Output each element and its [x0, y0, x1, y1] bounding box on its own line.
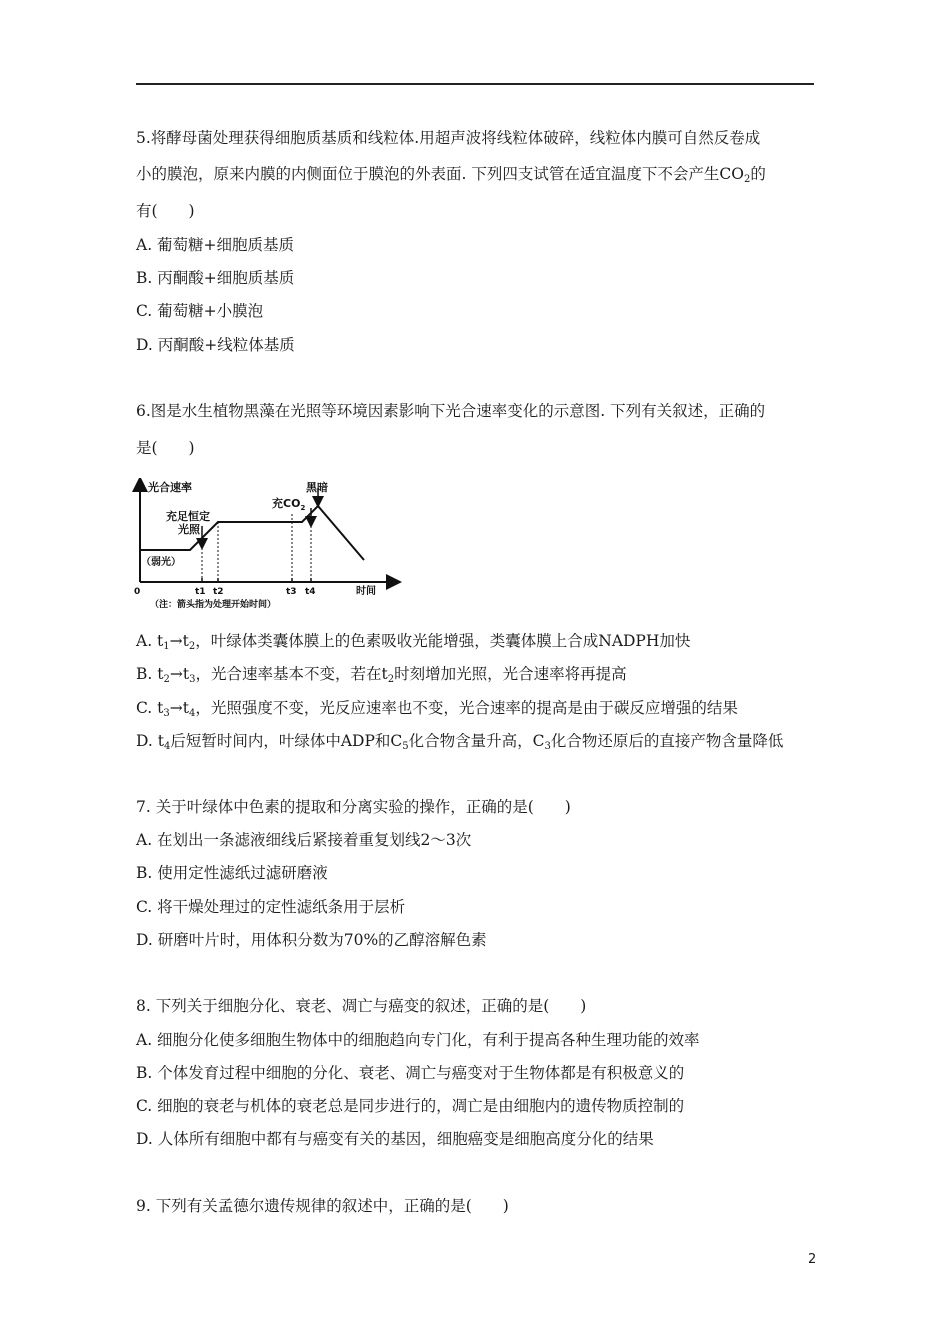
q5-stem-line1: 5.将酵母菌处理获得细胞质基质和线粒体.用超声波将线粒体破碎，线粒体内膜可自然反卷成: [136, 129, 761, 147]
q9-stem: 9. 下列有关孟德尔遗传规律的叙述中，正确的是( ): [136, 1197, 509, 1215]
q5-stem-line2: 小的膜泡，原来内膜的内侧面位于膜泡的外表面. 下列四支试管在适宜温度下不会产生$CO_2$的: [136, 165, 766, 185]
q7-option-b[interactable]: B. 使用定性滤纸过滤研磨液: [136, 864, 328, 882]
tick-label-t1: t1: [195, 587, 206, 597]
tick-label-t2: t2: [213, 587, 224, 597]
q7-option-c[interactable]: C. 将干燥处理过的定性滤纸条用于层析: [136, 898, 406, 916]
q5-option-b[interactable]: B. 丙酮酸+细胞质基质: [136, 269, 295, 287]
q5-option-c[interactable]: C. 葡萄糖+小膜泡: [136, 302, 264, 320]
q8-option-a[interactable]: A. 细胞分化使多细胞生物体中的细胞趋向专门化，有利于提高各种生理功能的效率: [136, 1031, 700, 1049]
x-axis-label: 时间: [356, 586, 376, 597]
q6-option-b[interactable]: B. $t_2\to t_3$，光合速率基本不变，若在$t_2$时刻增加光照，光合速率将再提高: [136, 665, 627, 685]
q6-stem-line1: 6.图是水生植物黑藻在光照等环境因素影响下光合速率变化的示意图. 下列有关叙述，正确的: [136, 402, 766, 420]
tick-label-t3: t3: [286, 587, 297, 597]
q7-stem: 7. 关于叶绿体中色素的提取和分离实验的操作，正确的是( ): [136, 798, 571, 816]
q6-option-d[interactable]: D. $t_4$后短暂时间内，叶绿体中ADP和$C_5$化合物含量升高，$C_3$化合物还原后的直接产物含量降低: [136, 732, 784, 752]
label-co2: 充$CO_2$: [272, 497, 306, 512]
photosynthesis-rate-diagram: [132, 478, 402, 616]
q8-stem: 8. 下列关于细胞分化、衰老、凋亡与癌变的叙述，正确的是( ): [136, 997, 587, 1015]
q6-option-a[interactable]: A. $t_1\to t_2$，叶绿体类囊体膜上的色素吸收光能增强，类囊体膜上合成NADPH加快: [136, 632, 691, 652]
q7-option-d[interactable]: D. 研磨叶片时，用体积分数为70%的乙醇溶解色素: [136, 931, 487, 949]
q8-option-b[interactable]: B. 个体发育过程中细胞的分化、衰老、凋亡与癌变对于生物体都是有积极意义的: [136, 1064, 685, 1082]
label-dark: 黑暗: [306, 481, 328, 494]
header-rule: [136, 83, 814, 85]
label-weak-light: （弱光）: [141, 557, 181, 568]
q5-option-d[interactable]: D. 丙酮酸+线粒体基质: [136, 336, 295, 354]
q8-option-d[interactable]: D. 人体所有细胞中都有与癌变有关的基因，细胞癌变是细胞高度分化的结果: [136, 1130, 654, 1148]
y-axis-label: 光合速率: [148, 481, 192, 494]
figure-note: （注：箭头指为处理开始时间）: [150, 600, 277, 610]
tick-label-t4: t4: [305, 587, 316, 597]
q6-option-c[interactable]: C. $t_3\to t_4$，光照强度不变，光反应速率也不变，光合速率的提高是由于碳反应增强的结果: [136, 699, 738, 719]
origin-label: 0: [134, 587, 141, 597]
q6-stem-line2: 是( ): [136, 439, 195, 457]
q5-stem-line3: 有( ): [136, 202, 195, 220]
label-light-1: 充足恒定: [166, 510, 210, 523]
q8-option-c[interactable]: C. 细胞的衰老与机体的衰老总是同步进行的，凋亡是由细胞内的遗传物质控制的: [136, 1097, 685, 1115]
label-light-2: 光照: [178, 523, 200, 536]
q5-option-a[interactable]: A. 葡萄糖+细胞质基质: [136, 236, 295, 254]
q7-option-a[interactable]: A. 在划出一条滤液细线后紧接着重复划线2～3次: [136, 831, 472, 849]
page-number: 2: [808, 1252, 817, 1267]
